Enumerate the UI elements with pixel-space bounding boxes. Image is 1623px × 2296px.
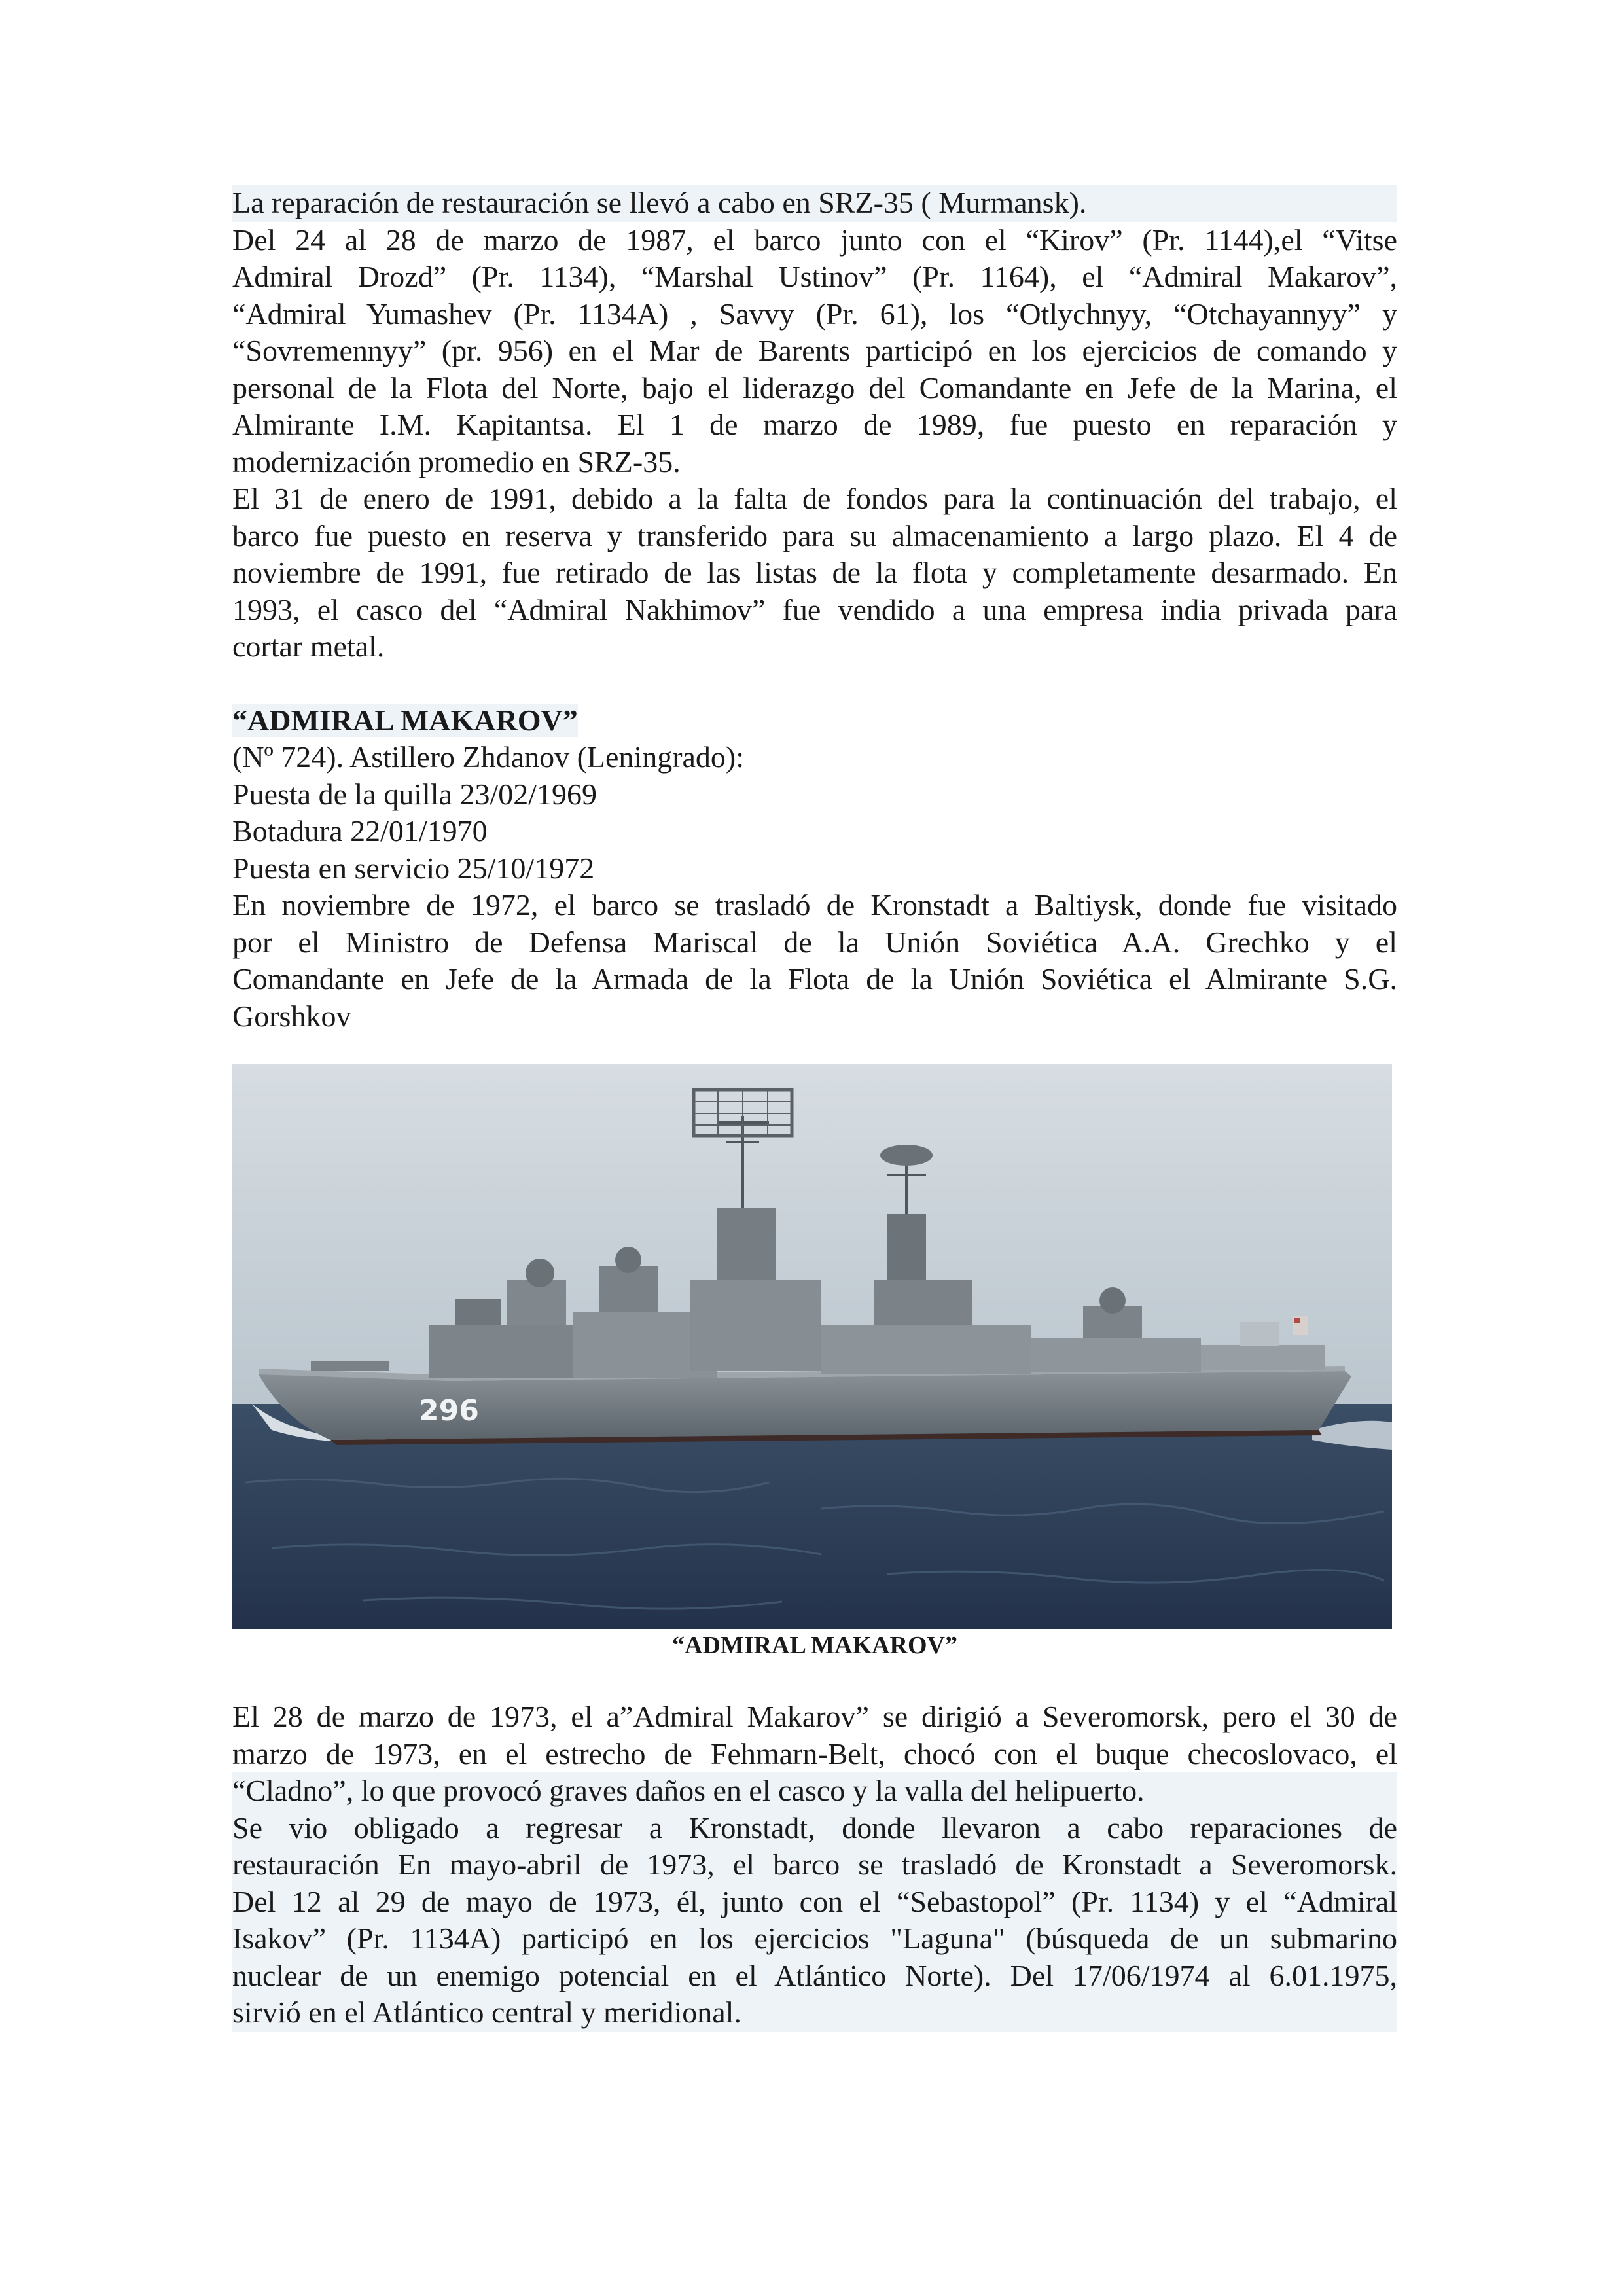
text-line: 1993, el casco del “Admiral Nakhimov” fue vendido a una empresa india privada para <box>232 592 1397 626</box>
text-line: marzo de 1973, en el estrecho de Fehmarn-Belt, chocó con el buque checoslovaco, el <box>232 1736 1397 1770</box>
shipyard-line: (Nº 724). Astillero Zhdanov (Leningrado): <box>232 740 745 774</box>
launch-line: Botadura 22/01/1970 <box>232 814 488 848</box>
text-line: “Cladno”, lo que provocó graves daños en el casco y la valla del helipuerto. <box>232 1772 1397 1810</box>
text-line: sirvió en el Atlántico central y meridional. <box>232 1994 1397 2032</box>
paragraph-baltiysk-1972 <box>232 887 1397 1035</box>
text-line: Gorshkov <box>232 999 351 1033</box>
text-line: cortar metal. <box>232 630 385 663</box>
figure-caption: “ADMIRAL MAKAROV” <box>672 1632 957 1659</box>
text-line: Isakov” (Pr. 1134A) participó en los ejercicios "Laguna" (búsqueda de un submarino <box>232 1920 1397 1958</box>
hull-number: 296 <box>419 1394 479 1427</box>
text-line: personal de la Flota del Norte, bajo el liderazgo del Comandante en Jefe de la Marina, el <box>232 370 1397 404</box>
paragraph-repairs-exercises <box>232 1810 1397 2032</box>
paragraph-reserve-1991 <box>232 480 1397 666</box>
ship-photo-illustration <box>232 1064 1392 1629</box>
text-line: La reparación de restauración se llevó a cabo en SRZ-35 ( Murmansk). <box>232 185 1397 222</box>
section-heading <box>232 702 1397 740</box>
text-line: restauración En mayo-abril de 1973, el barco se trasladó de Kronstadt a Severomorsk. <box>232 1846 1397 1884</box>
document-page <box>232 185 1397 2032</box>
ship-info-list <box>232 739 1397 887</box>
ship-photo <box>232 1064 1392 1629</box>
text-line: Comandante en Jefe de la Armada de la Flota de la Unión Soviética el Almirante S.G. <box>232 962 1397 996</box>
text-line: nuclear de un enemigo potencial en el Atlántico Norte). Del 17/06/1974 al 6.01.1975, <box>232 1958 1397 1995</box>
text-line: Del 12 al 29 de mayo de 1973, él, junto con el “Sebastopol” (Pr. 1134) y el “Admiral <box>232 1884 1397 1921</box>
text-line: En noviembre de 1972, el barco se trasladó de Kronstadt a Baltiysk, donde fue visitado <box>232 888 1397 922</box>
paragraph-repair-location <box>232 185 1397 222</box>
text-line: “Admiral Yumashev (Pr. 1134A) , Savvy (Pr. 61), los “Otlychnyy, “Otchayannyy” y <box>232 296 1397 331</box>
commissioning-line: Puesta en servicio 25/10/1972 <box>232 851 595 885</box>
keel-laying-line: Puesta de la quilla 23/02/1969 <box>232 777 597 811</box>
text-line: Admiral Drozd” (Pr. 1134), “Marshal Ustinov” (Pr. 1164), el “Admiral Makarov”, <box>232 260 1397 293</box>
text-line: Del 24 al 28 de marzo de 1987, el barco junto con el “Kirov” (Pr. 1144),el “Vitse <box>232 223 1397 257</box>
text-line: por el Ministro de Defensa Mariscal de la Unión Soviética A.A. Grechko y el <box>232 925 1397 959</box>
text-line: El 31 de enero de 1991, debido a la falta de fondos para la continuación del trabajo, el <box>232 482 1397 515</box>
paragraph-exercises-1987 <box>232 222 1397 481</box>
paragraph-collision-1973 <box>232 1698 1397 1810</box>
text-line: barco fue puesto en reserva y transferido para su almacenamiento a largo plazo. El 4 de <box>232 518 1397 552</box>
text-line: Se vio obligado a regresar a Kronstadt, donde llevaron a cabo reparaciones de <box>232 1810 1397 1847</box>
text-line: modernización promedio en SRZ-35. <box>232 444 681 478</box>
section-heading-text: “ADMIRAL MAKAROV” <box>232 703 578 737</box>
paragraph-gap <box>232 666 1397 702</box>
text-line: Almirante I.M. Kapitantsa. El 1 de marzo de 1989, fue puesto en reparación y <box>232 408 1397 441</box>
text-line: El 28 de marzo de 1973, el a”Admiral Makarov” se dirigió a Severomorsk, pero el 30 de <box>232 1700 1397 1733</box>
text-line: noviembre de 1991, fue retirado de las listas de la flota y completamente desarmado. En <box>232 556 1397 589</box>
text-line: “Sovremennyy” (pr. 956) en el Mar de Barents participó en los ejercicios de comando y <box>232 334 1397 367</box>
